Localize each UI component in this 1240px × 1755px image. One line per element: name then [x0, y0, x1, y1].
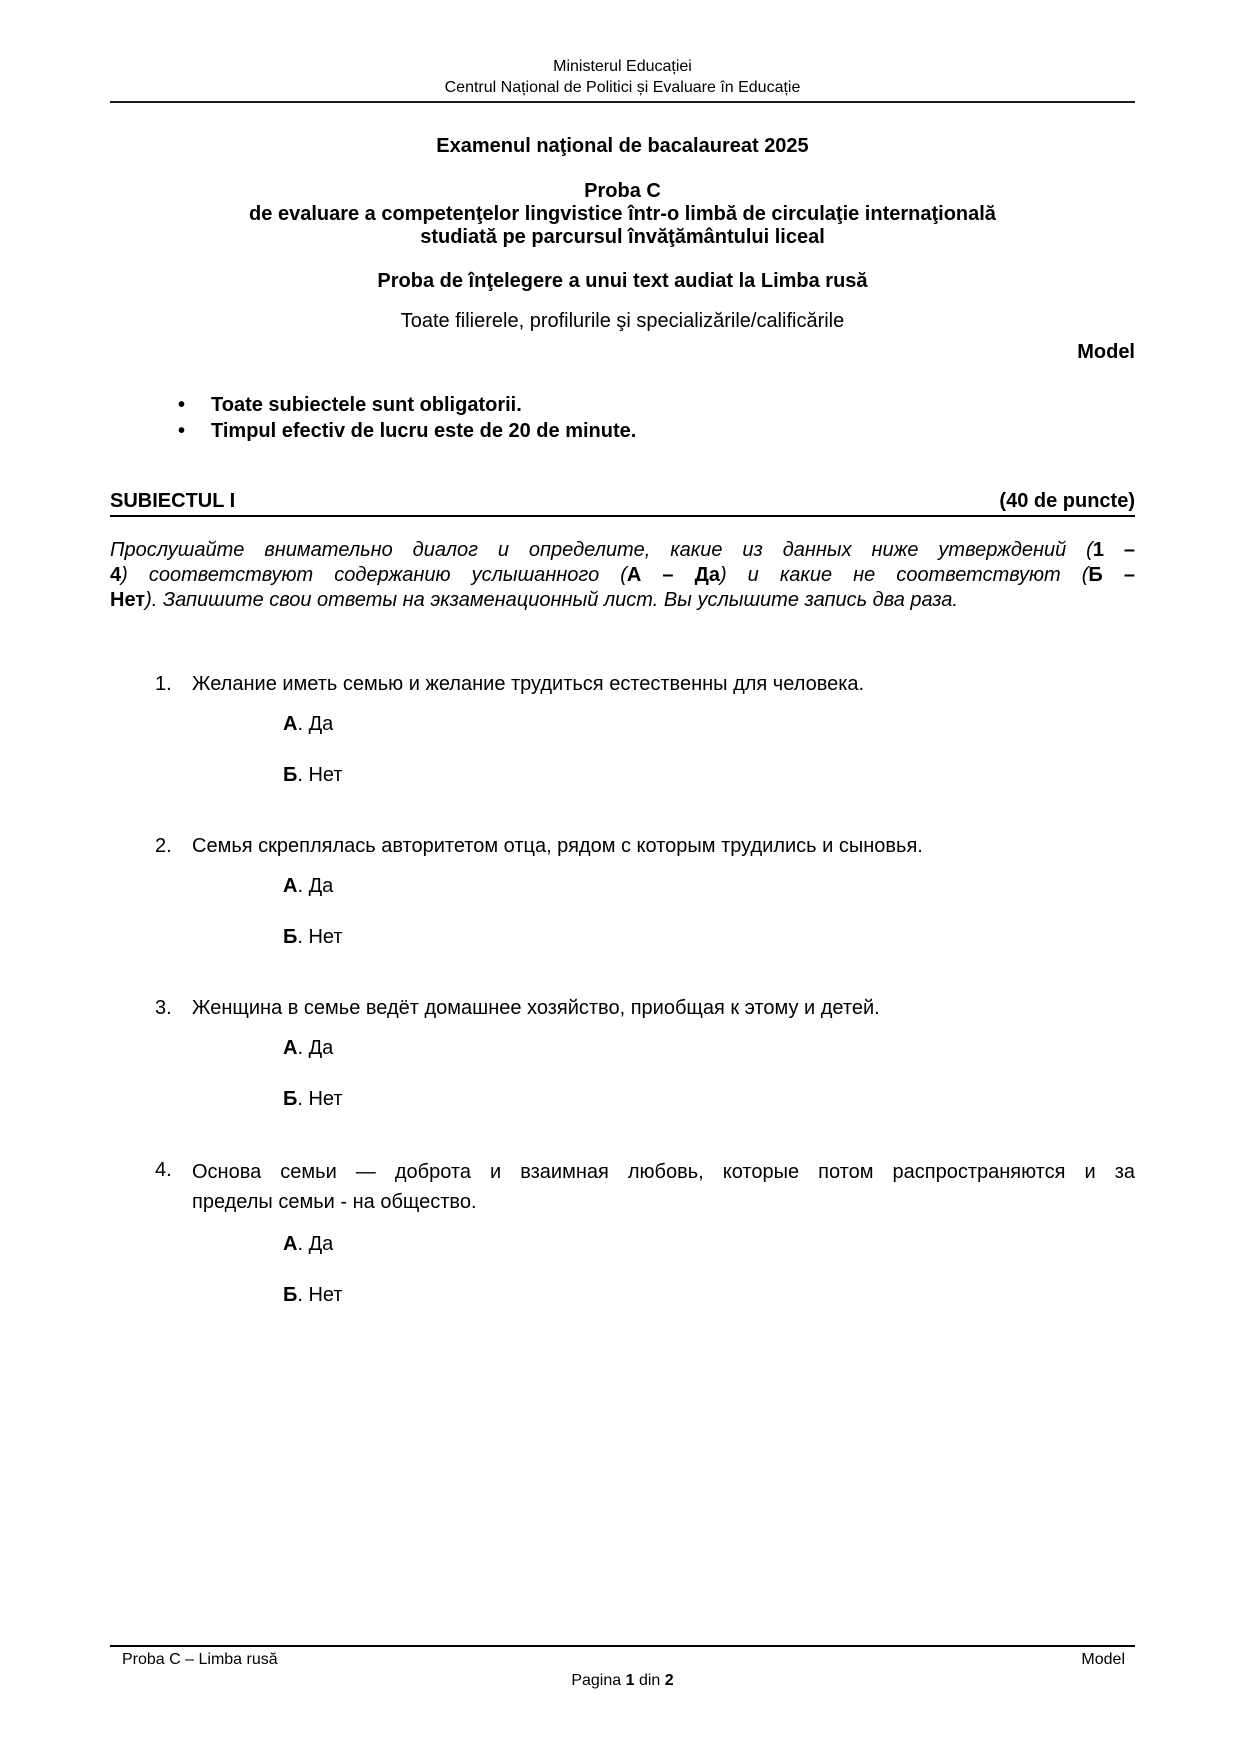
subject-heading — [110, 490, 1135, 517]
question-number: 3. — [155, 997, 172, 1019]
header-divider — [110, 101, 1135, 103]
bullet-icon: • — [178, 420, 186, 442]
question-text: Семья скреплялась авторитетом отца, рядом с которым трудились и сыновья. — [192, 835, 923, 857]
instructions-bold: А – Да — [626, 564, 720, 586]
question-4 — [110, 1157, 1135, 1217]
document-footer — [110, 1645, 1135, 1691]
instructions-text: Прослушайте внимательно диалог и определите, какие из данных ниже утверждений ( — [110, 539, 1093, 561]
option-letter: А — [283, 875, 298, 897]
bullet-icon: • — [178, 394, 186, 416]
question-number: 1. — [155, 673, 172, 695]
question-2 — [110, 833, 1135, 859]
question-3-option-a — [283, 1035, 1135, 1061]
question-3 — [110, 995, 1135, 1021]
page-label: Pagina — [571, 1672, 626, 1689]
question-text: Женщина в семье ведёт домашнее хозяйство, приобщая к этому и детей. — [192, 997, 880, 1019]
instructions-text: ) соответствуют содержанию услышанного ( — [121, 564, 627, 586]
subject-title: SUBIECTUL I — [110, 490, 236, 512]
exam-name: Proba de înţelegere a unui text audiat la Limba rusă — [377, 270, 868, 292]
question-text — [192, 1157, 1135, 1217]
instructions-bold: Нет — [110, 589, 146, 611]
question-1-option-a — [283, 711, 1135, 737]
instructions-line-2 — [110, 563, 1135, 588]
page-indicator — [110, 1670, 1135, 1691]
instructions-line-1 — [110, 538, 1135, 563]
instructions-line-3 — [110, 588, 1135, 613]
question-2-option-b — [283, 924, 1135, 950]
question-text-line-1: Основа семьи — доброта и взаимная любовь, которые потом распространяются и за — [192, 1161, 1135, 1183]
question-number: 4. — [155, 1159, 172, 1181]
page-number: 1 — [625, 1672, 635, 1689]
instructions-bold: 1 – — [1092, 539, 1135, 561]
option-letter: Б — [283, 1088, 298, 1110]
question-4-option-a — [283, 1231, 1135, 1257]
question-text: Желание иметь семью и желание трудиться естественны для человека. — [192, 673, 865, 695]
note-text: Timpul efectiv de lucru este de 20 de minute. — [211, 420, 637, 442]
note-text: Toate subiectele sunt obligatorii. — [211, 394, 522, 416]
subtitle-line-3: studiată pe parcursul învăţământului liceal — [420, 226, 825, 248]
instructions — [110, 538, 1135, 613]
option-text: . Да — [297, 875, 334, 897]
option-letter: Б — [283, 926, 298, 948]
instructions-bold: Б – — [1088, 564, 1135, 586]
option-text: . Нет — [297, 926, 343, 948]
footer-left: Proba C – Limba rusă — [122, 1651, 278, 1668]
center-name: Centrul Național de Politici și Evaluare în Educație — [444, 79, 801, 96]
footer-row — [110, 1647, 1135, 1670]
option-text: . Да — [297, 713, 334, 735]
exam-title: Examenul naţional de bacalaureat 2025 — [436, 135, 809, 157]
model-label: Model — [1077, 341, 1135, 363]
note-item — [110, 392, 1135, 418]
option-letter: А — [283, 1037, 298, 1059]
instructions-text: ). Запишите свои ответы на экзаменационный лист. Вы услышите запись два раза. — [145, 589, 958, 611]
option-text: . Да — [297, 1037, 334, 1059]
question-text-line-2: пределы семьи - на общество. — [192, 1191, 477, 1213]
instructions-bold: 4 — [110, 564, 122, 586]
option-text: . Нет — [297, 1088, 343, 1110]
question-1 — [110, 671, 1135, 697]
page-total: 2 — [664, 1672, 674, 1689]
document-header — [110, 56, 1135, 98]
option-text: . Да — [297, 1233, 334, 1255]
question-1-option-b — [283, 762, 1135, 788]
instructions-text: ) и какие не соответствуют ( — [719, 564, 1089, 586]
tracks-line: Toate filierele, profilurile şi specializările/calificările — [400, 310, 845, 332]
question-4-option-b — [283, 1282, 1135, 1308]
option-text: . Нет — [297, 1284, 343, 1306]
option-letter: А — [283, 713, 298, 735]
note-item — [110, 418, 1135, 444]
subtitle-line-2: de evaluare a competenţelor lingvistice într-o limbă de circulaţie internaţională — [249, 203, 996, 225]
question-2-option-a — [283, 873, 1135, 899]
option-letter: Б — [283, 764, 298, 786]
question-number: 2. — [155, 835, 172, 857]
footer-right: Model — [1081, 1651, 1125, 1668]
option-letter: Б — [283, 1284, 298, 1306]
exam-notes — [110, 392, 1135, 444]
option-text: . Нет — [297, 764, 343, 786]
question-3-option-b — [283, 1086, 1135, 1112]
option-letter: А — [283, 1233, 298, 1255]
ministry-name: Ministerul Educației — [553, 58, 692, 75]
exam-subtitle — [110, 180, 1135, 249]
proba-label: Proba C — [584, 180, 661, 202]
subject-points: (40 de puncte) — [999, 490, 1135, 512]
page-mid-label: din — [634, 1672, 665, 1689]
